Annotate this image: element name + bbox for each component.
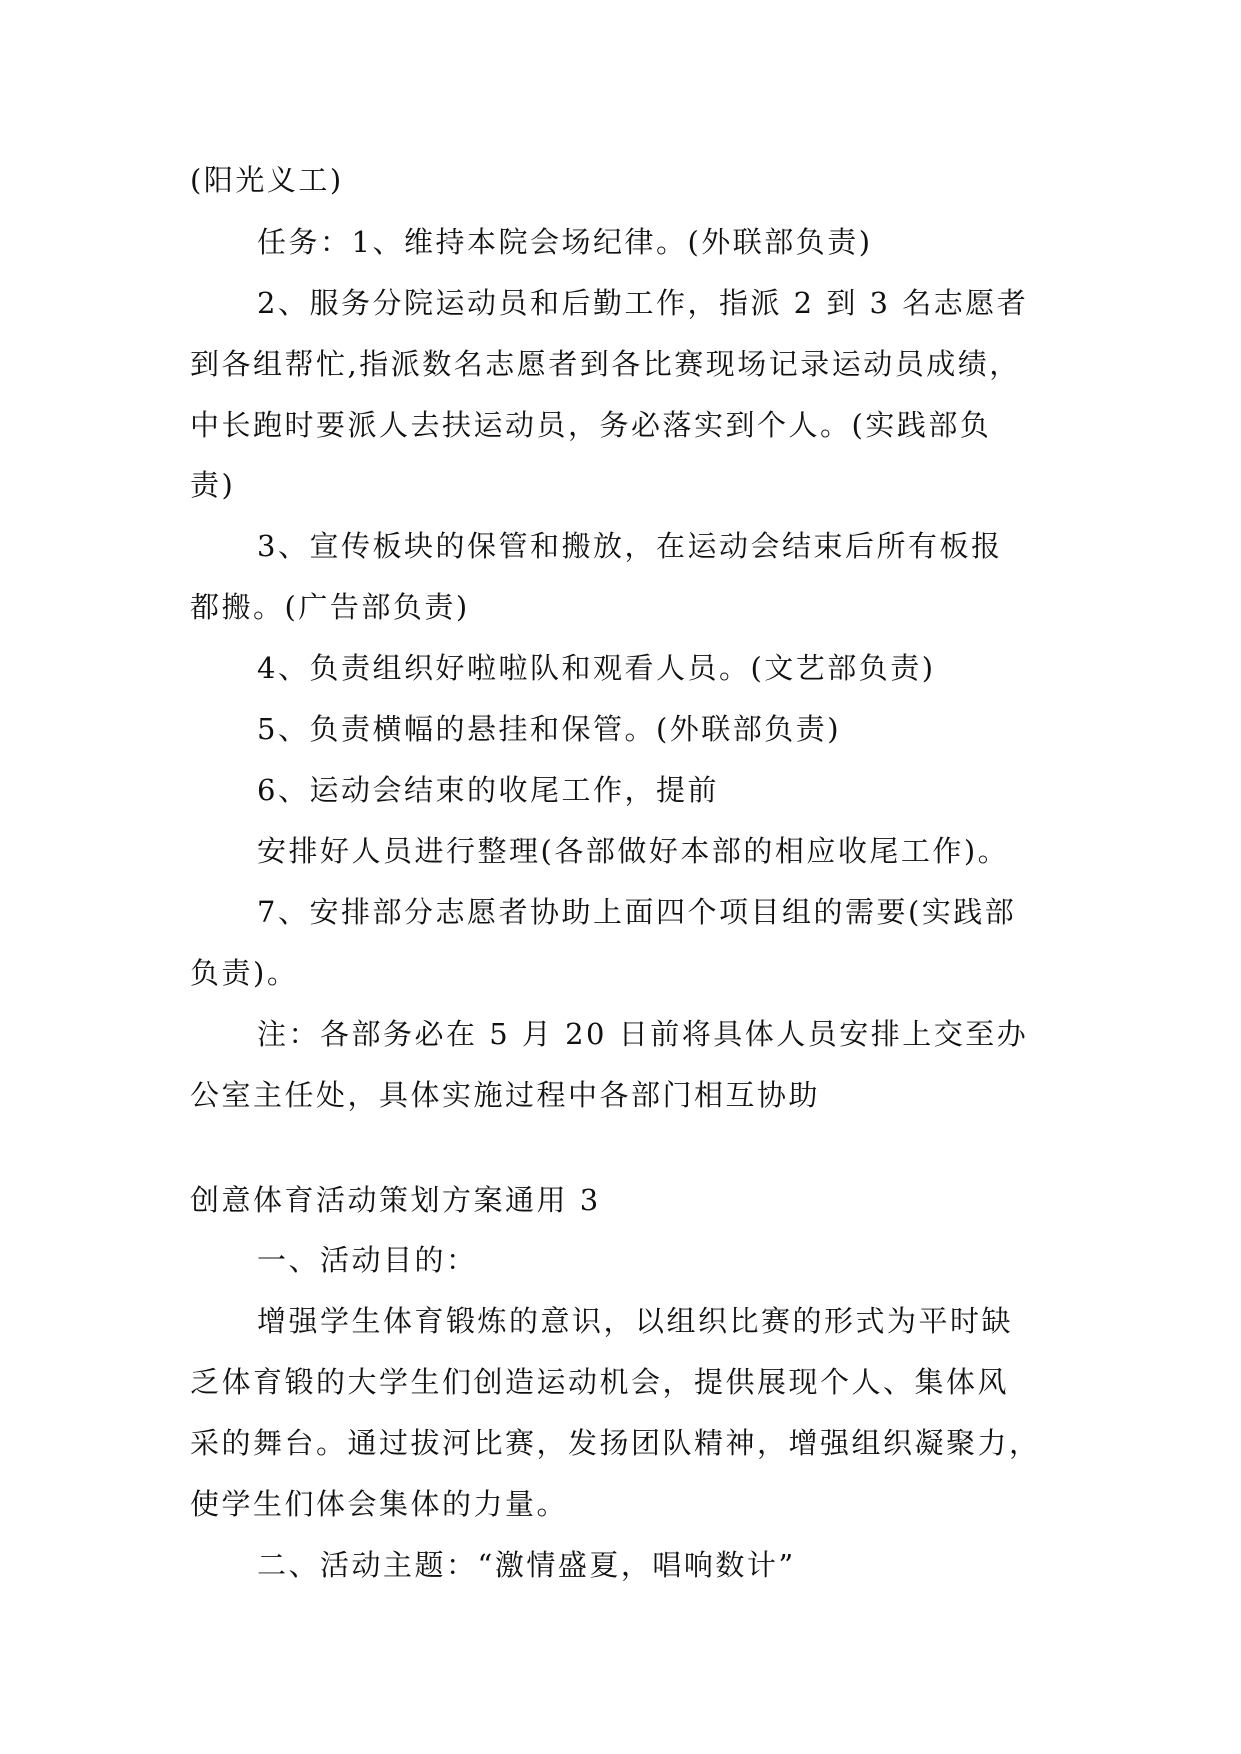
text-line: 都搬。(广告部负责)	[190, 590, 470, 624]
text-line: 采的舞台。通过拔河比赛，发扬团队精神，增强组织凝聚力，	[190, 1426, 1041, 1460]
text-line: 7、安排部分志愿者协助上面四个项目组的需要(实践部	[257, 895, 1017, 929]
text-line: 6、运动会结束的收尾工作，提前	[257, 773, 719, 807]
text-line: (阳光义工)	[190, 163, 344, 197]
text-line: 2、服务分院运动员和后勤工作，指派 2 到 3 名志愿者	[257, 286, 1029, 320]
text-line: 任务：1、维持本院会场纪律。(外联部负责)	[257, 225, 873, 259]
text-line: 到各组帮忙,指派数名志愿者到各比赛现场记录运动员成绩，	[190, 347, 1021, 381]
text-line: 注：各部务必在 5 月 20 日前将具体人员安排上交至办	[257, 1017, 1029, 1051]
text-line: 5、负责横幅的悬挂和保管。(外联部负责)	[257, 712, 842, 746]
text-line: 3、宣传板块的保管和搬放，在运动会结束后所有板报	[257, 529, 1003, 563]
text-line: 增强学生体育锻炼的意识，以组织比赛的形式为平时缺	[257, 1304, 1014, 1338]
text-line: 责)	[190, 468, 236, 502]
text-line: 一、活动目的：	[257, 1243, 478, 1277]
text-line: 负责)。	[190, 956, 299, 990]
text-line: 二、活动主题：“激情盛夏，唱响数计”	[257, 1548, 796, 1582]
text-line: 乏体育锻的大学生们创造运动机会，提供展现个人、集体风	[190, 1365, 1010, 1399]
text-line: 中长跑时要派人去扶运动员，务必落实到个人。(实践部负	[190, 408, 992, 442]
text-line: 安排好人员进行整理(各部做好本部的相应收尾工作)。	[257, 834, 1010, 868]
section-title: 创意体育活动策划方案通用 3	[190, 1183, 601, 1217]
text-line: 4、负责组织好啦啦队和观看人员。(文艺部负责)	[257, 651, 936, 685]
text-line: 公室主任处，具体实施过程中各部门相互协助	[190, 1078, 821, 1112]
text-line: 使学生们体会集体的力量。	[190, 1487, 569, 1521]
